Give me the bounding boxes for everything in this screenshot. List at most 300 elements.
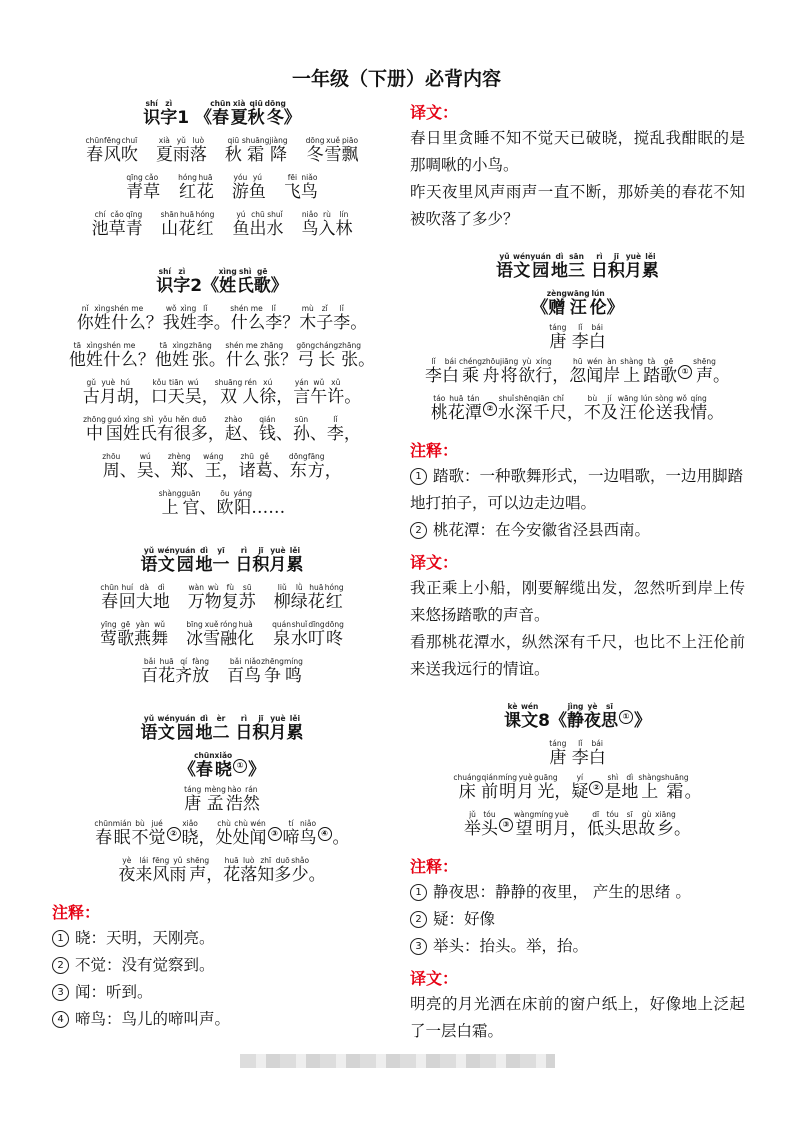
phrase <box>141 658 209 695</box>
ruby-char: 深shēn <box>514 394 533 423</box>
plain-char: 。 <box>332 828 350 848</box>
ruby-char: 月yuè <box>624 252 642 281</box>
ruby-char: 觉jué <box>148 819 166 848</box>
note-number: 1 <box>52 930 69 947</box>
text-line <box>52 820 392 857</box>
plain-char: ， <box>206 865 224 885</box>
plain-char: 、 <box>199 498 217 518</box>
ruby-char: 前qián <box>481 773 499 802</box>
ruby-char: 故gù <box>638 810 656 839</box>
ruby-char: 许xǔ <box>327 378 345 407</box>
ruby-char: 然rán <box>242 785 260 814</box>
ruby-char: 处chù <box>215 819 233 848</box>
ruby-char: 白bái <box>588 323 606 352</box>
ruby-char: 浩hào <box>225 785 243 814</box>
ruby-char: 处chù <box>232 819 250 848</box>
ruby-char: 歌gē <box>253 267 271 296</box>
ruby-char: 雪xuě <box>203 620 221 649</box>
plain-char: ？ <box>145 313 163 333</box>
ruby-char: 出chū <box>249 210 267 239</box>
ruby-char: 姓xìng <box>218 267 237 296</box>
ruby-char: 官guān <box>181 489 201 518</box>
ruby-char: 万wàn <box>187 583 205 612</box>
text-line <box>52 342 392 379</box>
ruby-char: 明míng <box>498 773 518 802</box>
ruby-char: 伦lún <box>589 289 607 318</box>
ruby-char: 天tiān <box>167 378 185 407</box>
ruby-char: 张zhāng <box>260 341 284 370</box>
plain-char: 《 <box>531 298 549 318</box>
ruby-char: 识shí <box>156 267 174 296</box>
ruby-char: 歌gē <box>660 357 678 386</box>
ruby-char: 我wǒ <box>162 304 180 333</box>
ruby-char: 不bù <box>131 819 149 848</box>
ruby-char: 乡xiāng <box>655 810 676 839</box>
note-item <box>410 879 745 906</box>
ruby-char: 鸟niǎo <box>301 210 319 239</box>
plain-char: ， <box>276 387 294 407</box>
ruby-char: 冬dōng <box>264 99 286 128</box>
ruby-char: 李lǐ <box>571 739 589 768</box>
ruby-char: 物wù <box>204 583 222 612</box>
ruby-char: 绿lǜ <box>290 583 308 612</box>
ruby-char: 夜yè <box>118 856 136 885</box>
note-text: 踏歌：一种歌舞形式，一边唱歌，一边用脚踏地打拍子，可以边走边唱。 <box>410 467 744 512</box>
phrase <box>232 174 266 211</box>
ruby-char: 什shén <box>230 304 249 333</box>
plain-char: 8 <box>538 711 550 731</box>
ruby-char: 李lǐ <box>333 304 351 333</box>
ruby-char: 你nǐ <box>76 304 94 333</box>
ruby-char: 氏shì <box>236 267 254 296</box>
ruby-char: 课kè <box>503 702 521 731</box>
phrase-row <box>52 658 392 695</box>
ruby-char: 月yuè <box>269 714 287 743</box>
ruby-char: 口kǒu <box>150 378 168 407</box>
ruby-char: 氏shì <box>139 415 157 444</box>
plain-char: 》 <box>283 108 301 128</box>
text-line <box>410 358 745 395</box>
ruby-char: 燕yàn <box>134 620 152 649</box>
ruby-char: 鸟niǎo <box>244 657 262 686</box>
ruby-char: 山shān <box>160 210 179 239</box>
footnote-marker: ② <box>589 781 603 795</box>
ruby-char: 花huā <box>178 210 196 239</box>
yuandi1-phrases <box>52 584 392 695</box>
notes-chunxiao <box>52 925 392 1033</box>
ruby-char: 红hóng <box>195 210 215 239</box>
ruby-char: 来lái <box>135 856 153 885</box>
ruby-char: 方fāng <box>307 452 325 481</box>
ruby-char: 园yuán <box>174 714 196 743</box>
ruby-char: 床chuáng <box>453 773 482 802</box>
plain-char: ， <box>570 819 588 839</box>
plain-char <box>566 332 571 352</box>
phrase <box>188 584 256 621</box>
ruby-char: 晓xiǎo <box>181 819 199 848</box>
translation-zeng-wanglun-p1: 我正乘上小船，刚要解缆出发，忽然听到岸上传来悠扬踏歌的声音。 <box>410 579 745 624</box>
plain-char: ， <box>207 424 225 444</box>
ruby-char: 么me <box>120 341 138 370</box>
note-item <box>410 517 745 544</box>
ruby-char: 吴wú <box>184 378 202 407</box>
translation-chunxiao-p2: 昨天夜里风声雨声一直不断，那娇美的春花不知被吹落了多少？ <box>410 183 745 228</box>
text-line <box>410 774 745 811</box>
phrase <box>92 211 143 248</box>
ruby-char: 乘chéng <box>458 357 482 386</box>
ruby-char: 国guó <box>105 415 123 444</box>
ruby-char: 姓xìng <box>93 304 111 333</box>
ruby-char: 鱼yú <box>248 173 266 202</box>
ruby-char: 徐xú <box>259 378 277 407</box>
ruby-char: 不bù <box>583 394 601 423</box>
ruby-char: 复fù <box>221 583 239 612</box>
plain-char: ， <box>201 387 219 407</box>
ruby-char: 舟zhōu <box>481 357 501 386</box>
ruby-char: 风fēng <box>152 856 170 885</box>
ruby-char: 鱼yú <box>232 210 250 239</box>
ruby-char: 赠zèng <box>546 289 567 318</box>
ruby-char: 地dì <box>152 583 170 612</box>
ruby-char: 柳liǔ <box>273 583 291 612</box>
ruby-char: 伦lún <box>638 394 656 423</box>
ruby-char: 木mù <box>299 304 317 333</box>
plain-char: ， <box>343 424 361 444</box>
ruby-char: 明míng <box>534 810 554 839</box>
section-title-yuwen-yuandi-1 <box>52 547 392 584</box>
ruby-char: 回huí <box>118 583 136 612</box>
ruby-char: 放fàng <box>192 657 210 686</box>
text-line <box>52 490 392 527</box>
ruby-char: 胡hú <box>116 378 134 407</box>
notes-label-zeng-wanglun: 注释： <box>410 441 459 460</box>
phrase <box>284 174 318 211</box>
ruby-char: 地dì <box>195 546 213 575</box>
note-number: 1 <box>410 884 427 901</box>
ruby-char: 长cháng <box>315 341 339 370</box>
ruby-char: 什shén <box>225 341 244 370</box>
note-text: 闻：听到。 <box>75 983 153 1001</box>
ruby-char: 水shuǐ <box>291 620 309 649</box>
ruby-char: 鸣míng <box>283 657 303 686</box>
ruby-char: 草cǎo <box>108 210 126 239</box>
ruby-char: 争zhēng <box>261 657 284 686</box>
ruby-char: 月yuè <box>269 546 287 575</box>
ruby-char: 多duō <box>190 415 208 444</box>
ruby-char: 声shēng <box>693 357 716 386</box>
ruby-char: 踏tà <box>643 357 661 386</box>
ruby-char: 人rén <box>242 378 260 407</box>
plain-char: ， <box>566 403 584 423</box>
ruby-char: 叮dīng <box>308 620 326 649</box>
ruby-char: 积jī <box>252 714 270 743</box>
section-title-yuwen-yuandi-3 <box>410 253 745 290</box>
ruby-char: 莺yīng <box>100 620 118 649</box>
ruby-char: 春chūn <box>194 751 215 780</box>
ruby-char: 举jǔ <box>464 810 481 839</box>
ruby-char: 尺chǐ <box>549 394 567 423</box>
ruby-char: 吴wú <box>136 452 154 481</box>
ruby-char: 周zhōu <box>102 452 121 481</box>
footnote-marker: ① <box>619 710 633 724</box>
ruby-char: 张zhāng <box>188 341 212 370</box>
ruby-char: 很hěn <box>173 415 191 444</box>
ruby-char: 月yuè <box>517 773 535 802</box>
ruby-char: 什shén <box>102 341 121 370</box>
ruby-char: 霜shuāng <box>241 136 270 165</box>
note-item <box>410 463 745 517</box>
plain-char: ， <box>554 782 572 802</box>
plain-char: 。 <box>350 313 368 333</box>
translation-label-chunxiao: 译文： <box>410 103 459 122</box>
plain-char: 《 <box>202 276 220 296</box>
ruby-char: 雨yǔ <box>169 856 187 885</box>
plain-char: 。 <box>673 819 691 839</box>
ruby-char: 文wén <box>520 702 539 731</box>
ruby-char: 声shēng <box>186 856 210 885</box>
footnote-marker: ① <box>678 365 692 379</box>
phrase <box>178 174 214 211</box>
ruby-char: 白bái <box>588 739 606 768</box>
ruby-char: 么me <box>128 304 146 333</box>
footnote-marker: ① <box>233 759 247 773</box>
ruby-char: 大dà <box>135 583 153 612</box>
ruby-char: 李lǐ <box>265 304 283 333</box>
ruby-char: 花huā <box>196 173 214 202</box>
ruby-char: 累lěi <box>286 546 304 575</box>
ruby-char: 闻wén <box>249 819 267 848</box>
ruby-char: 池chí <box>91 210 109 239</box>
plain-char: 。 <box>712 366 730 386</box>
footnote-marker: ② <box>167 827 181 841</box>
ruby-char: 眠mián <box>112 819 132 848</box>
ruby-char: 阳yáng <box>233 489 253 518</box>
note-number: 3 <box>410 938 427 955</box>
plain-char <box>566 748 571 768</box>
ruby-char: 风fēng <box>103 136 121 165</box>
plain-char: 》 <box>248 760 266 780</box>
ruby-char: 冰bīng <box>186 620 204 649</box>
phrase <box>306 137 359 174</box>
phrase <box>186 621 254 658</box>
translation-label-zeng-wanglun: 译文： <box>410 553 459 572</box>
ruby-char: 地dì <box>195 714 213 743</box>
ruby-char: 姓xìng <box>85 341 103 370</box>
note-text: 晓：天明，天刚亮。 <box>75 929 215 947</box>
note-item <box>52 925 392 952</box>
note-number: 2 <box>410 522 427 539</box>
ruby-char: 潭tán <box>464 394 482 423</box>
jingyesi-lines <box>410 774 745 848</box>
ruby-char: 水shuǐ <box>266 210 284 239</box>
ruby-char: 行xíng <box>535 357 553 386</box>
notes-label-jingyesi: 注释： <box>410 857 459 876</box>
ruby-char: 么me <box>243 341 261 370</box>
phrase <box>156 137 207 174</box>
ruby-char: 静jìng <box>567 702 584 731</box>
ruby-char: 夏xià <box>155 136 173 165</box>
text-line <box>52 416 392 453</box>
ruby-char: 日rì <box>235 546 253 575</box>
ruby-char: 百bǎi <box>141 657 159 686</box>
ruby-char: 夜yè <box>584 702 601 731</box>
ruby-char: 欲yù <box>518 357 536 386</box>
ruby-char: 夏xià <box>230 99 248 128</box>
ruby-char: 花huā <box>447 394 465 423</box>
poem-title-zeng-wanglun <box>410 290 745 324</box>
ruby-char: 中zhōng <box>83 415 106 444</box>
ruby-char: 上shàng <box>638 773 662 802</box>
ruby-char: 花huā <box>158 657 176 686</box>
note-item <box>410 933 745 960</box>
ruby-char: 游yóu <box>231 173 249 202</box>
ruby-char: 思sī <box>601 702 618 731</box>
ruby-char: 化huà <box>237 620 255 649</box>
plain-char: 。 <box>344 387 362 407</box>
note-item <box>52 979 392 1006</box>
ruby-char: 文wén <box>157 714 175 743</box>
ruby-char: 唐táng <box>549 739 567 768</box>
ruby-char: 文wén <box>157 546 175 575</box>
ruby-char: 姓xìng <box>171 341 189 370</box>
notes-jingyesi <box>410 879 745 960</box>
plain-char: 《 <box>178 760 196 780</box>
section-title-yuwen-yuandi-2 <box>52 715 392 752</box>
plain-char: 、 <box>275 424 293 444</box>
translation-jingyesi-p1: 明亮的月光洒在床前的窗户纸上，好像地上泛起了一层白霜。 <box>410 995 745 1040</box>
note-item <box>52 1006 392 1033</box>
ruby-char: 累lěi <box>286 714 304 743</box>
plain-char: 、 <box>119 461 137 481</box>
ruby-char: 红hóng <box>324 583 344 612</box>
ruby-char: 日rì <box>590 252 608 281</box>
ruby-char: 唐táng <box>549 323 567 352</box>
ruby-char: 舞wǔ <box>151 620 169 649</box>
notes-zeng-wanglun <box>410 463 745 544</box>
ruby-char: 冬dōng <box>305 136 325 165</box>
ruby-char: 岸àn <box>603 357 621 386</box>
phrase <box>274 584 344 621</box>
plain-char: 》 <box>270 276 288 296</box>
ruby-char: 红hóng <box>178 173 197 202</box>
note-text: 桃花潭：在今安徽省泾县西南。 <box>433 521 651 539</box>
shizi1-phrases <box>52 137 392 248</box>
ruby-char: 花huā <box>307 583 325 612</box>
plain-char: 、 <box>153 461 171 481</box>
ruby-char: 我wǒ <box>673 394 691 423</box>
text-line <box>410 811 745 848</box>
ruby-char: 少shǎo <box>291 856 310 885</box>
ruby-char: 李lǐ <box>196 304 214 333</box>
ruby-char: 闻wén <box>586 357 604 386</box>
plain-char: ， <box>552 366 570 386</box>
ruby-char: 飞fēi <box>283 173 301 202</box>
text-line <box>52 857 392 894</box>
ruby-char: 歌gē <box>117 620 135 649</box>
ruby-char: 上shàng <box>158 489 182 518</box>
ruby-char: 孙sūn <box>292 415 310 444</box>
note-item <box>410 906 745 933</box>
ruby-char: 苏sū <box>238 583 256 612</box>
plain-char: ？ <box>137 350 155 370</box>
footnote-marker: ② <box>483 402 497 416</box>
phrase <box>225 137 288 174</box>
ruby-char: 唐táng <box>184 785 202 814</box>
ruby-char: 午wǔ <box>310 378 328 407</box>
ruby-char: 头tóu <box>604 810 622 839</box>
ruby-char: 千qiān <box>532 394 550 423</box>
ruby-char: 白bái <box>441 357 459 386</box>
ruby-char: 低dī <box>587 810 605 839</box>
text-line <box>52 305 392 342</box>
ruby-char: 欧ōu <box>216 489 234 518</box>
ruby-char: 语yǔ <box>140 546 158 575</box>
ruby-char: 知zhī <box>257 856 275 885</box>
poem-title-chunxiao <box>52 752 392 786</box>
page-title: 一年级（下册）必背内容 <box>291 68 501 90</box>
note-text: 疑：好像 <box>433 910 496 928</box>
translation-zeng-wanglun-p2: 看那桃花潭水，纵然深有千尺，也比不上汪伦前来送我远行的情谊。 <box>410 633 745 678</box>
note-item <box>52 952 392 979</box>
ruby-char: 啼tí <box>282 819 300 848</box>
ruby-char: 百bǎi <box>227 657 245 686</box>
ruby-char: 言yán <box>293 378 311 407</box>
note-text: 举头：抬头。举，抬。 <box>433 937 589 955</box>
plain-char: ， <box>198 828 216 848</box>
ruby-char: 王wáng <box>203 452 224 481</box>
plain-char: 、 <box>309 424 327 444</box>
phrase-row <box>52 137 392 174</box>
ruby-char: 落luò <box>240 856 258 885</box>
ruby-char: 雨yǔ <box>172 136 190 165</box>
ruby-char: 姓xìng <box>179 304 197 333</box>
plain-char: 1 <box>177 108 195 128</box>
note-number: 2 <box>410 911 427 928</box>
phrase-row <box>52 621 392 658</box>
plain-char: 《 <box>194 108 212 128</box>
ruby-char: 月yuè <box>99 378 117 407</box>
poem-author-zeng-wanglun <box>410 324 745 358</box>
poem-author-jingyesi <box>410 740 745 774</box>
ruby-char: 积jī <box>607 252 625 281</box>
ruby-char: 望wàng <box>514 810 535 839</box>
ruby-char: 花huā <box>223 856 241 885</box>
translation-label-jingyesi: 译文： <box>410 969 459 988</box>
left-column <box>52 100 392 1033</box>
note-number: 4 <box>52 1011 69 1028</box>
ruby-char: 秋qiū <box>224 136 242 165</box>
ruby-char: 将jiāng <box>500 357 519 386</box>
plain-char: 。 <box>208 350 226 370</box>
ruby-char: 雪xuě <box>324 136 342 165</box>
ruby-char: 字zì <box>160 99 178 128</box>
footnote-marker: ④ <box>318 827 332 841</box>
ruby-char: 李lǐ <box>424 357 442 386</box>
plain-char: ， <box>324 461 342 481</box>
ruby-char: 园yuán <box>174 546 196 575</box>
ruby-char: 三sān <box>568 252 585 281</box>
ruby-char: 头tóu <box>481 810 498 839</box>
ruby-char: 水shuǐ <box>497 394 515 423</box>
phrase <box>85 137 137 174</box>
phrase-row <box>52 174 392 211</box>
ruby-char: 上shàng <box>620 357 644 386</box>
translation-chunxiao-p1: 春日里贪睡不知不觉天已破晓，搅乱我酣眠的是那啁啾的小鸟。 <box>410 129 745 174</box>
notes-label-chunxiao: 注释： <box>52 903 101 922</box>
phrase <box>232 211 283 248</box>
ruby-char: 思sī <box>621 810 639 839</box>
section-title-jingyesi <box>410 703 745 740</box>
